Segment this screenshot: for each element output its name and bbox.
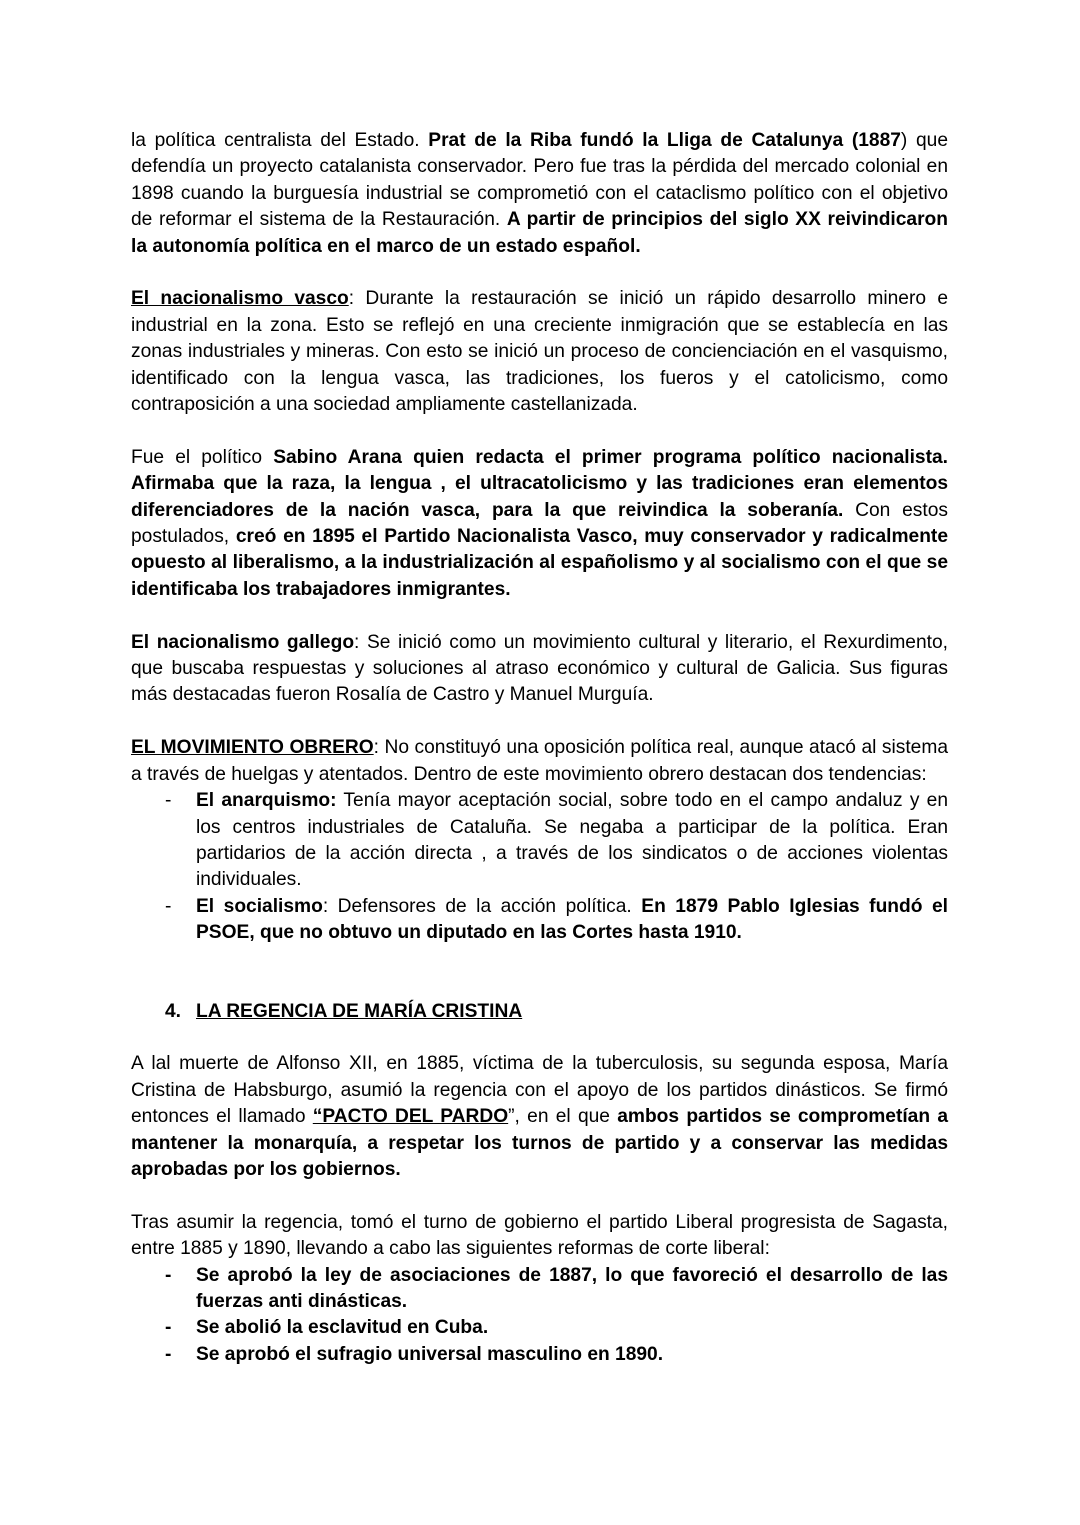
bold-text: Se abolió la esclavitud en Cuba. — [196, 1317, 489, 1339]
dash-bullet: - — [165, 1343, 172, 1365]
heading-labor-movement: EL MOVIMIENTO OBRERO — [131, 737, 374, 759]
bold-text: ambos partidos se comprometían a mantener la monarquía, a respetar los turnos de partido y a conservar las medidas aprobadas por los gobiernos. — [131, 1106, 948, 1180]
text: : Durante la restauración se inició un rápido desarrollo minero e industrial en la zona. Esto se reflejó en una creciente inmigración que se establecía en las zonas industriales y mineras. Con esto se inició un proceso de concienciación en el vasquismo, identificado con la lengua vasca, las tradiciones, los fueros y el catolicismo, como contraposición a una sociedad ampliamente castellanizada. — [131, 288, 948, 416]
paragraph-pacto-del-pardo — [131, 1051, 948, 1183]
bold-text: En 1879 Pablo Iglesias fundó el PSOE, que no obtuvo un diputado en las Cortes hasta 1910. — [196, 895, 948, 944]
bold-text: creó en 1895 el Partido Nacionalista Vasco, muy conservador y radicalmente opuesto al liberalismo, a la industrialización al españolismo y al socialismo con el que se identificaba los trabajadores inmigrantes. — [131, 526, 948, 600]
dash-bullet: - — [165, 790, 172, 812]
text: : No constituyó una oposición política real, aunque atacó al sistema a través de huelgas y atentados. Dentro de este movimiento obrero destacan dos tendencias: — [131, 737, 948, 785]
text: ) que defendía un proyecto catalanista conservador. Pero fue tras la pérdida del mercado colonial en 1898 cuando la burguesía industrial se comprometió con el cataclismo político con el objetivo de reformar el sistema de la Restauración. — [131, 130, 949, 231]
paragraph-catalan-nationalism — [131, 128, 948, 260]
reforms-list — [131, 1263, 948, 1369]
paragraph-basque-nationalism — [131, 286, 948, 418]
text: : Defensores de la acción política. — [322, 895, 642, 917]
bold-text: El anarquismo: — [196, 790, 337, 812]
text: Con estos postulados, — [131, 499, 948, 548]
text: la política centralista del Estado. — [131, 130, 429, 151]
section-number: 4. — [165, 1000, 182, 1022]
list-item — [131, 1315, 948, 1341]
text: Fue el político — [131, 446, 274, 468]
list-item — [131, 1263, 948, 1316]
labor-tendencies-list — [131, 788, 948, 946]
heading-galician-nationalism: El nacionalismo gallego — [131, 631, 355, 653]
list-item-socialism — [131, 894, 948, 947]
text: Tras asumir la regencia, tomó el turno de gobierno el partido Liberal progresista de Sagasta, entre 1885 y 1890, llevando a cabo las siguientes reformas de corte liberal: — [131, 1211, 948, 1260]
heading-basque-nationalism: El nacionalismo vasco — [131, 288, 349, 310]
paragraph-labor-movement — [131, 735, 948, 788]
bold-text: Prat de la Riba fundó la Lliga de Catalunya (1887 — [428, 130, 901, 151]
dash-bullet: - — [165, 895, 172, 917]
paragraph-sabino-arana — [131, 445, 948, 603]
dash-bullet: - — [165, 1317, 172, 1339]
dash-bullet: - — [165, 1264, 172, 1286]
pacto-del-pardo: “PACTO DEL PARDO — [312, 1106, 509, 1128]
bold-text: El socialismo — [196, 895, 323, 917]
list-item — [131, 1342, 948, 1368]
bold-text: A partir de principios del siglo XX reivindicaron la autonomía política en el marco de un estado español. — [131, 209, 948, 257]
bold-text: Se aprobó la ley de asociaciones de 1887, lo que favoreció el desarrollo de las fuerzas anti dinásticas. — [196, 1264, 948, 1312]
text: : Se inició como un movimiento cultural y literario, el Rexurdimento, que buscaba respuestas y soluciones al atraso económico y cultural de Galicia. Sus figuras más destacadas fueron Rosalía de Castro y Manuel Murguía. — [131, 631, 948, 706]
section-title: LA REGENCIA DE MARÍA CRISTINA — [196, 1000, 523, 1022]
bold-text: Sabino Arana quien redacta el primer programa político nacionalista. Afirmaba que la raza, la lengua , el ultracatolicismo y las tradiciones eran elementos diferenciadores de la nación vasca, para la que reivindica la soberanía. — [131, 446, 948, 521]
paragraph-sagasta-reforms — [131, 1210, 948, 1263]
text: Tenía mayor aceptación social, sobre todo en el campo andaluz y en los centros industriales de Cataluña. Se negaba a participar de la política. Eran partidarios de la acción directa , a través de los sindicatos o de acciones violentas individuales. — [196, 790, 949, 891]
paragraph-galician-nationalism — [131, 630, 948, 709]
list-item-anarchism — [131, 788, 948, 894]
bold-text: Se aprobó el sufragio universal masculino en 1890. — [196, 1343, 664, 1365]
section-heading-regency — [131, 999, 948, 1025]
text: ”, en el que — [508, 1106, 618, 1128]
document-page — [131, 128, 948, 1368]
text: A lal muerte de Alfonso XII, en 1885, víctima de la tuberculosis, su segunda esposa, María Cristina de Habsburgo, asumió la regencia con el apoyo de los partidos dinásticos. Se firmó entonces el llamado — [131, 1053, 948, 1128]
